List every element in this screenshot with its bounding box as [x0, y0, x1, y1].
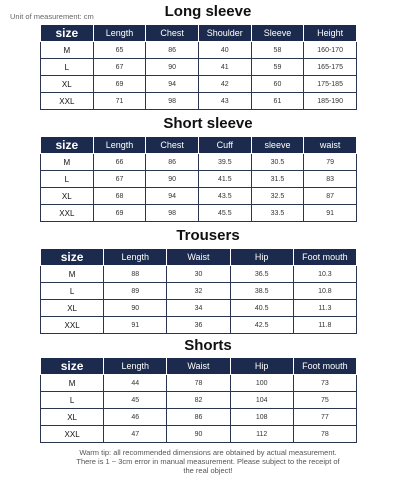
size-cell: XL	[41, 300, 104, 317]
table-row	[41, 93, 357, 110]
measurement-cell: 46	[104, 409, 167, 426]
measurement-cell: 42.5	[230, 317, 293, 334]
size-cell: XL	[41, 188, 94, 205]
warm-tip-line-1: Warm tip: all recommended dimensions are obtained by actual measurement.	[79, 448, 337, 457]
measurement-cell: 79	[304, 154, 357, 171]
measurement-cell: 45.5	[198, 205, 251, 222]
column-header: size	[41, 25, 94, 42]
table-row	[41, 300, 357, 317]
measurement-cell: 11.8	[293, 317, 356, 334]
warm-tip-line-3: the real object!	[183, 466, 233, 475]
measurement-cell: 39.5	[198, 154, 251, 171]
table-row	[41, 409, 357, 426]
column-header: size	[41, 358, 104, 375]
table-row	[41, 375, 357, 392]
measurement-cell: 69	[93, 76, 146, 93]
long-sleeve-title: Long sleeve	[164, 3, 252, 20]
measurement-cell: 43.5	[198, 188, 251, 205]
unit-note: Unit of measurement: cm	[10, 12, 94, 21]
size-cell: XL	[41, 76, 94, 93]
table-header-row	[41, 25, 357, 42]
measurement-cell: 75	[293, 392, 356, 409]
trousers-size-table	[40, 248, 357, 334]
column-header: Waist	[167, 249, 230, 266]
table-row	[41, 188, 357, 205]
column-header: Sleeve	[251, 25, 304, 42]
size-cell: XXL	[41, 426, 104, 443]
measurement-cell: 77	[293, 409, 356, 426]
column-header: Foot mouth	[293, 358, 356, 375]
measurement-cell: 94	[146, 76, 199, 93]
measurement-cell: 36	[167, 317, 230, 334]
measurement-cell: 30	[167, 266, 230, 283]
size-cell: L	[41, 392, 104, 409]
measurement-cell: 66	[93, 154, 146, 171]
measurement-cell: 185-190	[304, 93, 357, 110]
measurement-cell: 88	[104, 266, 167, 283]
measurement-cell: 42	[198, 76, 251, 93]
measurement-cell: 58	[251, 42, 304, 59]
measurement-cell: 44	[104, 375, 167, 392]
column-header: size	[41, 137, 94, 154]
column-header: Cuff	[198, 137, 251, 154]
column-header: Hip	[230, 249, 293, 266]
measurement-cell: 59	[251, 59, 304, 76]
measurement-cell: 82	[167, 392, 230, 409]
table-row	[41, 76, 357, 93]
measurement-cell: 67	[93, 171, 146, 188]
measurement-cell: 68	[93, 188, 146, 205]
size-cell: M	[41, 375, 104, 392]
measurement-cell: 90	[167, 426, 230, 443]
measurement-cell: 98	[146, 205, 199, 222]
column-header: waist	[304, 137, 357, 154]
table-row	[41, 205, 357, 222]
measurement-cell: 86	[146, 154, 199, 171]
column-header: Chest	[146, 137, 199, 154]
table-header-row	[41, 249, 357, 266]
measurement-cell: 89	[104, 283, 167, 300]
warm-tip	[30, 448, 386, 475]
measurement-cell: 61	[251, 93, 304, 110]
measurement-cell: 40	[198, 42, 251, 59]
column-header: size	[41, 249, 104, 266]
measurement-cell: 10.3	[293, 266, 356, 283]
measurement-cell: 86	[146, 42, 199, 59]
measurement-cell: 100	[230, 375, 293, 392]
measurement-cell: 40.5	[230, 300, 293, 317]
measurement-cell: 78	[167, 375, 230, 392]
measurement-cell: 60	[251, 76, 304, 93]
long-sleeve-size-table	[40, 24, 357, 110]
table-row	[41, 283, 357, 300]
size-cell: L	[41, 283, 104, 300]
measurement-cell: 86	[167, 409, 230, 426]
table-row	[41, 42, 357, 59]
measurement-cell: 83	[304, 171, 357, 188]
measurement-cell: 91	[304, 205, 357, 222]
measurement-cell: 33.5	[251, 205, 304, 222]
table-header-row	[41, 137, 357, 154]
warm-tip-line-2: There is 1 ~ 3cm error in manual measurement. Please subject to the receipt of	[76, 457, 340, 466]
measurement-cell: 91	[104, 317, 167, 334]
table-row	[41, 154, 357, 171]
measurement-cell: 45	[104, 392, 167, 409]
measurement-cell: 78	[293, 426, 356, 443]
shorts-title: Shorts	[184, 337, 232, 354]
measurement-cell: 104	[230, 392, 293, 409]
size-cell: XXL	[41, 205, 94, 222]
measurement-cell: 175-185	[304, 76, 357, 93]
measurement-cell: 160-170	[304, 42, 357, 59]
measurement-cell: 67	[93, 59, 146, 76]
measurement-cell: 87	[304, 188, 357, 205]
short-sleeve-size-table	[40, 136, 357, 222]
measurement-cell: 94	[146, 188, 199, 205]
table-row	[41, 59, 357, 76]
measurement-cell: 43	[198, 93, 251, 110]
measurement-cell: 69	[93, 205, 146, 222]
column-header: Length	[104, 358, 167, 375]
measurement-cell: 90	[104, 300, 167, 317]
table-row	[41, 317, 357, 334]
measurement-cell: 32	[167, 283, 230, 300]
measurement-cell: 98	[146, 93, 199, 110]
measurement-cell: 32.5	[251, 188, 304, 205]
column-header: Chest	[146, 25, 199, 42]
size-cell: L	[41, 59, 94, 76]
column-header: Foot mouth	[293, 249, 356, 266]
column-header: Length	[93, 137, 146, 154]
measurement-cell: 90	[146, 171, 199, 188]
measurement-cell: 38.5	[230, 283, 293, 300]
column-header: Length	[93, 25, 146, 42]
column-header: Hip	[230, 358, 293, 375]
table-row	[41, 171, 357, 188]
measurement-cell: 34	[167, 300, 230, 317]
size-cell: M	[41, 154, 94, 171]
column-header: Waist	[167, 358, 230, 375]
size-cell: XL	[41, 409, 104, 426]
column-header: sleeve	[251, 137, 304, 154]
size-cell: L	[41, 171, 94, 188]
measurement-cell: 108	[230, 409, 293, 426]
size-cell: M	[41, 42, 94, 59]
trousers-title: Trousers	[176, 227, 240, 244]
table-row	[41, 426, 357, 443]
measurement-cell: 41.5	[198, 171, 251, 188]
column-header: Shoulder	[198, 25, 251, 42]
measurement-cell: 90	[146, 59, 199, 76]
shorts-size-table	[40, 357, 357, 443]
measurement-cell: 73	[293, 375, 356, 392]
measurement-cell: 30.5	[251, 154, 304, 171]
size-cell: M	[41, 266, 104, 283]
size-cell: XXL	[41, 93, 94, 110]
measurement-cell: 165-175	[304, 59, 357, 76]
measurement-cell: 112	[230, 426, 293, 443]
table-header-row	[41, 358, 357, 375]
size-cell: XXL	[41, 317, 104, 334]
measurement-cell: 41	[198, 59, 251, 76]
measurement-cell: 47	[104, 426, 167, 443]
measurement-cell: 65	[93, 42, 146, 59]
table-row	[41, 266, 357, 283]
table-row	[41, 392, 357, 409]
column-header: Length	[104, 249, 167, 266]
short-sleeve-title: Short sleeve	[163, 115, 253, 132]
measurement-cell: 71	[93, 93, 146, 110]
measurement-cell: 36.5	[230, 266, 293, 283]
measurement-cell: 10.8	[293, 283, 356, 300]
measurement-cell: 11.3	[293, 300, 356, 317]
column-header: Height	[304, 25, 357, 42]
measurement-cell: 31.5	[251, 171, 304, 188]
